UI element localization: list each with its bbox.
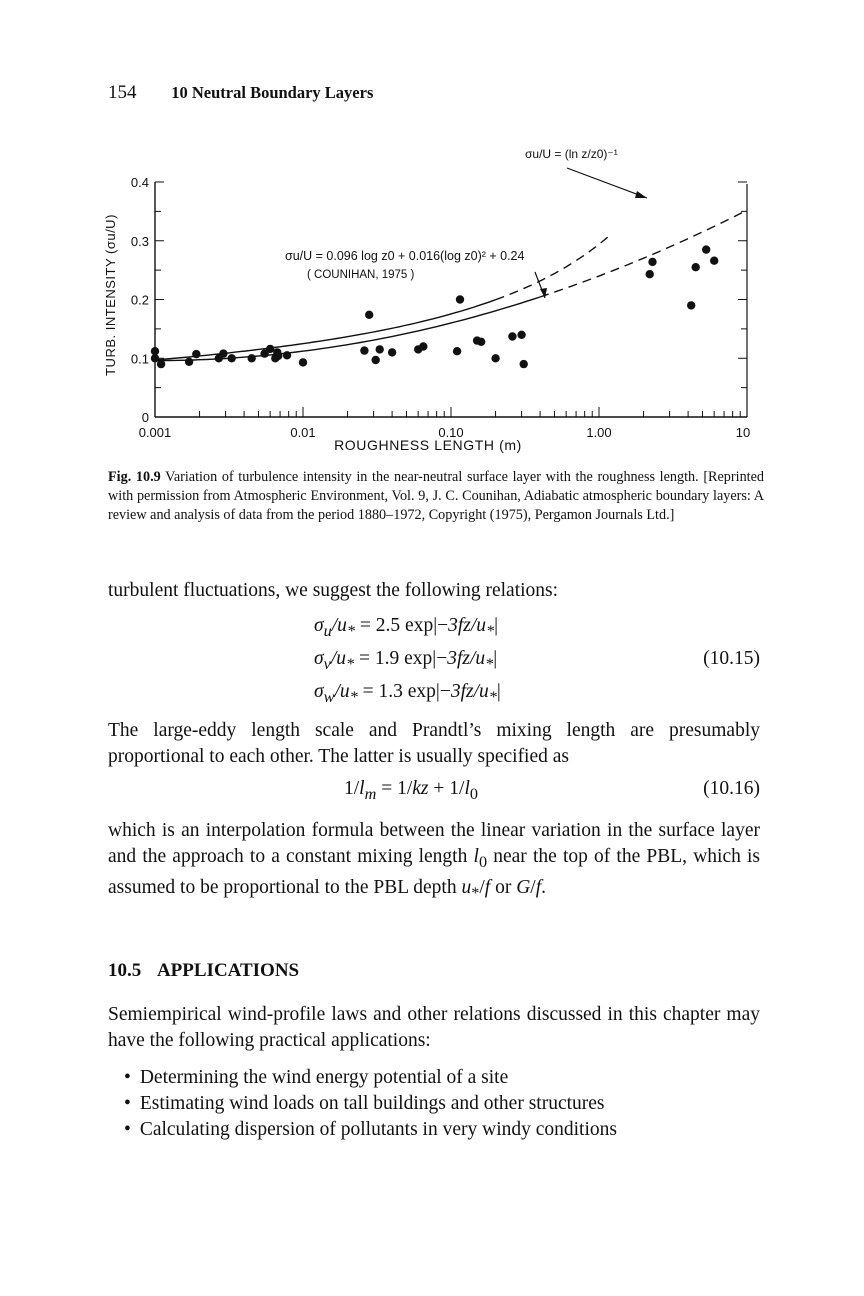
x-axis-title: ROUGHNESS LENGTH (m) — [334, 437, 522, 453]
data-point — [283, 351, 291, 359]
data-point — [151, 347, 159, 355]
data-point — [388, 348, 396, 356]
paragraph-3-b: near the top of the PBL, which is assumed to be proportional to the PBL depth — [108, 846, 761, 898]
data-point — [453, 347, 461, 355]
data-point — [687, 301, 695, 309]
section-heading — [108, 960, 299, 982]
data-point — [219, 349, 227, 357]
data-point — [185, 358, 193, 366]
annotation-source: ( COUNIHAN, 1975 ) — [307, 269, 415, 281]
paragraph-2: The large-eddy length scale and Prandtl’s mixing length are presumably proportional to each other. The latter is usually specified as — [108, 720, 760, 767]
annotation-upper: σu/U = (ln z/z0)⁻¹ — [525, 147, 618, 161]
data-point — [508, 332, 516, 340]
tick-labels — [131, 175, 750, 440]
equation-10-15-c: $\sigma_w/u_* = 1.3$ $\exp|-3fz/u_*|$ — [314, 681, 501, 706]
data-point — [692, 263, 700, 271]
y-tick-label: 0.1 — [130, 351, 149, 367]
x-tick-label: 0.01 — [290, 425, 316, 440]
figure-chart — [95, 120, 760, 465]
page-number: 154 — [108, 82, 137, 103]
section-title: APPLICATIONS — [156, 960, 300, 981]
section-number: 10.5 — [108, 960, 142, 981]
paragraph-3-a: which is an interpolation formula between the linear variation in the surface layer and the approach to a constant mixing length — [108, 820, 760, 867]
annotation-arrow-upper-head — [635, 191, 647, 198]
y-tick-label: 0.2 — [130, 292, 149, 308]
equation-10-16: $1/l_m = 1/kz + 1/l_0$ — [344, 778, 478, 803]
data-point — [646, 270, 654, 278]
list-item: • Determining the wind energy potential of a site — [124, 1065, 617, 1091]
figure-label: Fig. 10.9 — [108, 469, 161, 485]
bullet-list — [124, 1065, 617, 1143]
x-tick-label: 1.00 — [586, 425, 612, 440]
list-item: • Estimating wind loads on tall buildings and other structures — [124, 1091, 617, 1117]
equation-10-15-b: $\sigma_v/u_* = 1.9$ $\exp|-3fz/u_*|$ — [314, 648, 498, 673]
data-point — [228, 354, 236, 362]
paragraph-3: which is an interpolation formula between the linear variation in the surface layer and the approach to a constant mixing length $l_0$ near the top of the PBL, which is assumed to be proportional to the PBL depth $u_*/f$ or G/f. — [108, 820, 761, 902]
equation-10-16-number: (10.16) — [703, 778, 760, 799]
data-points — [151, 245, 719, 368]
counihan-fit-solid — [155, 297, 540, 361]
y-axis-title: TURB. INTENSITY (σu/U) — [103, 214, 118, 376]
data-point — [360, 346, 368, 354]
counihan-fit-dashed — [540, 210, 747, 297]
annotation-lower: σu/U = 0.096 log z0 + 0.016(log z0)² + 0.24 — [285, 249, 525, 263]
x-tick-label: 0.001 — [138, 425, 172, 440]
data-point — [157, 360, 165, 368]
data-point — [419, 342, 427, 350]
data-point — [365, 311, 373, 319]
data-point — [520, 360, 528, 368]
data-point — [517, 331, 525, 339]
data-point — [192, 350, 200, 358]
equation-10-15-a: $\sigma_u/u_* = 2.5$ $\exp|-3fz/u_*|$ — [314, 615, 499, 640]
chapter-title: 10 Neutral Boundary Layers — [171, 83, 374, 102]
figure-caption — [108, 468, 764, 525]
figure-caption-text: Variation of turbulence intensity in the near-neutral surface layer with the roughness length. [Reprinted with permission from Atmospheric Environment, Vol. 9, J. C. Counihan, Adiabatic atmospheric boundary layers: A review and analysis of data from the period 1880–1972, Copyright (1975), Pergamon Journals Ltd.] — [108, 469, 764, 523]
paragraph-1: turbulent fluctuations, we suggest the following relations: — [108, 580, 559, 601]
paragraph-4: Semiempirical wind-profile laws and other relations discussed in this chapter may have the following practical applications: — [108, 1004, 760, 1051]
equation-10-15-number: (10.15) — [703, 648, 760, 669]
data-point — [248, 354, 256, 362]
data-point — [491, 354, 499, 362]
data-point — [710, 257, 718, 265]
running-head — [108, 82, 373, 104]
y-tick-label: 0 — [141, 410, 149, 425]
data-point — [702, 245, 710, 253]
y-tick-label: 0.4 — [130, 175, 149, 190]
paragraph-3-c: or — [495, 876, 512, 898]
data-point — [299, 358, 307, 366]
x-tick-label: 0.10 — [438, 425, 464, 440]
list-item: • Calculating dispersion of pollutants in very windy conditions — [124, 1117, 617, 1143]
log-law-solid — [155, 300, 496, 360]
log-law-dashed — [496, 235, 611, 300]
curves — [155, 210, 747, 360]
data-point — [376, 345, 384, 353]
annotation-arrow-upper — [567, 168, 647, 198]
data-point — [477, 338, 485, 346]
axis-ticks — [155, 182, 747, 417]
data-point — [648, 258, 656, 266]
plot-frame — [155, 182, 747, 417]
y-tick-label: 0.3 — [130, 233, 149, 249]
data-point — [456, 295, 464, 303]
data-point — [372, 356, 380, 364]
x-tick-label: 10 — [735, 425, 751, 440]
data-point — [274, 352, 282, 360]
